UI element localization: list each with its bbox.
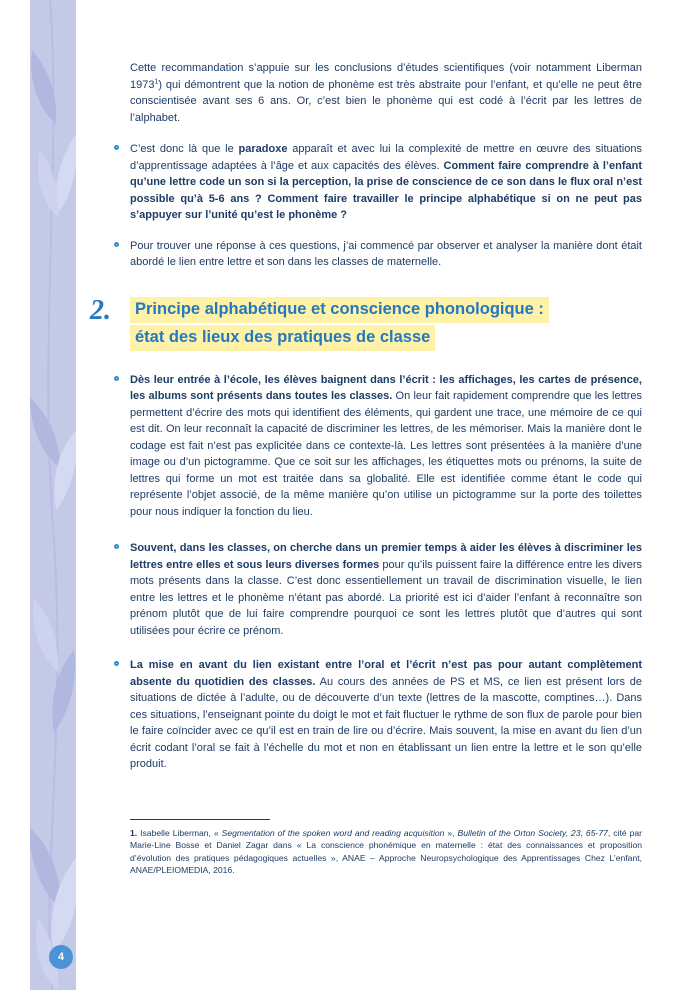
bullet-text: Pour trouver une réponse à ces questions, j’ai commencé par observer et analyser la manière dont était abordé le lien entre lettre et son dans les classes de maternelle. bbox=[130, 239, 642, 268]
page-number: 4 bbox=[57, 951, 65, 963]
bullet-text: C’est donc là que le paradoxe apparaît et avec lui la complexité de mettre en œuvre des situations d’apprentissage adaptées à l’âge et aux capacités des élèves. Comment faire comprendre à l’enfant qu’une lettre code un son si la perception, la prise de conscience de ce son dans le flux oral n’est possible qu’à 5-6 ans ? Comment faire travailler le principe alphabétique si on ne peut pas s’appuyer sur l’unité qu’est le phonème ? bbox=[130, 143, 642, 221]
bullet-item-response bbox=[130, 238, 642, 271]
section-number: 2. bbox=[90, 294, 111, 326]
leaf-decoration-graphic bbox=[30, 0, 76, 990]
bullet-icon bbox=[114, 661, 119, 666]
page-number-badge bbox=[49, 945, 73, 969]
section-title-line2: état des lieux des pratiques de classe bbox=[130, 325, 435, 351]
decorative-sidebar bbox=[30, 0, 76, 990]
section-heading bbox=[90, 294, 642, 353]
bullet-item-paradox bbox=[130, 141, 642, 224]
bullet-item-lien-oral-ecrit bbox=[130, 657, 642, 773]
footnote-section bbox=[130, 819, 642, 877]
footnote-divider bbox=[130, 819, 270, 820]
intro-paragraph: Cette recommandation s’appuie sur les conclusions d’études scientifiques (voir notamment Liberman 1973$^1$) qui démontrent que la notion de phonème est très abstraite pour l’enfant, et qu’elle ne peut être conscientisée avant ses 6 ans. Or, c’est bien le phonème qui est codé à l’écrit par les lettres de l’alphabet. bbox=[130, 62, 642, 124]
main-content bbox=[90, 60, 643, 877]
bullet-icon bbox=[114, 544, 119, 549]
bullet-text: Dès leur entrée à l’école, les élèves baignent dans l’écrit : les affichages, les cartes de présence, les albums sont présents dans toutes les classes. On leur fait rapidement comprendre que les lettres permettent d’écrire des mots qui identifient des éléments, qui gardent une trace, une mémoire de ce qui est dit. On leur reconnaît la capacité de discriminer les lettres, de les mémoriser. Mais la manière dont le codage est fait n’est pas explicitée dans ce contexte-là. Les lettres sont présentées à la manière d’une image ou d’un pictogramme. Que ce soit sur les affichages, les étiquettes mots ou prénoms, la suite de lettres qui forme un mot est traitée dans sa globalité. Elle est identifiée comme étant le code qui représente l’objet associé, de la même manière qu’on utilise un pictogramme sur la porte des toilettes pour nous indiquer la fonction du lieu. bbox=[130, 373, 642, 518]
bullet-list-intro bbox=[130, 141, 642, 271]
bullet-icon bbox=[114, 242, 119, 247]
section-title bbox=[130, 297, 549, 353]
bullet-item-ecrit bbox=[130, 372, 642, 521]
section-title-line1: Principe alphabétique et conscience phonologique : bbox=[130, 297, 549, 323]
bullet-icon bbox=[114, 145, 119, 150]
bullet-text: La mise en avant du lien existant entre l’oral et l’écrit n’est pas pour autant complètement absente du quotidien des classes. Au cours des années de PS et MS, ce lien est présent lors de situations de dictée à l’adulte, ou de découverte d’un texte (lettres de la mascotte, comptines…). Dans ces situations, l’enseignant pointe du doigt le mot et fait fluctuer le rythme de son flux de parole pour bien le faire coïncider avec ce qu’il est en train de lire ou d’écrire. Mais souvent, la mise en avant du lien d’un écrit codant l’oral se fait à l’échelle du mot et non en établissant un lien entre la lettre et le son qu’elle produit. bbox=[130, 659, 642, 770]
bullet-text: Souvent, dans les classes, on cherche dans un premier temps à aider les élèves à discriminer les lettres entre elles et sous leurs diverses formes pour qu’ils puissent faire la différence entre les divers mots présents dans la classe. C’est donc essentiellement un travail de discrimination visuelle, le lien entre les lettres et le phonème n’étant pas abordé. La priorité est ici d’aider l’enfant à reconnaître son prénom plutôt que de lui faire comprendre pourquoi ce sont les lettres plutôt que d’autres qui sont utilisées pour écrire ce prénom. bbox=[130, 542, 643, 637]
bullet-item-discrimination bbox=[130, 540, 642, 639]
footnote-text: 1. Isabelle Liberman, « Segmentation of the spoken word and reading acquisition », Bulletin of the Orton Society, 23, 65-77, cité par Marie-Line Bosse et Daniel Zagar dans « La conscience phonémique en maternelle : état des connaissances et proposition d’évolution des pratiques pédagogiques actuelles », ANAE – Approche Neuropsychologique des Apprentissages Chez L’enfant, ANAE/PLEIOMEDIA, 2016. bbox=[130, 827, 642, 875]
bullet-icon bbox=[114, 376, 119, 381]
bullet-list-section2 bbox=[130, 372, 642, 773]
